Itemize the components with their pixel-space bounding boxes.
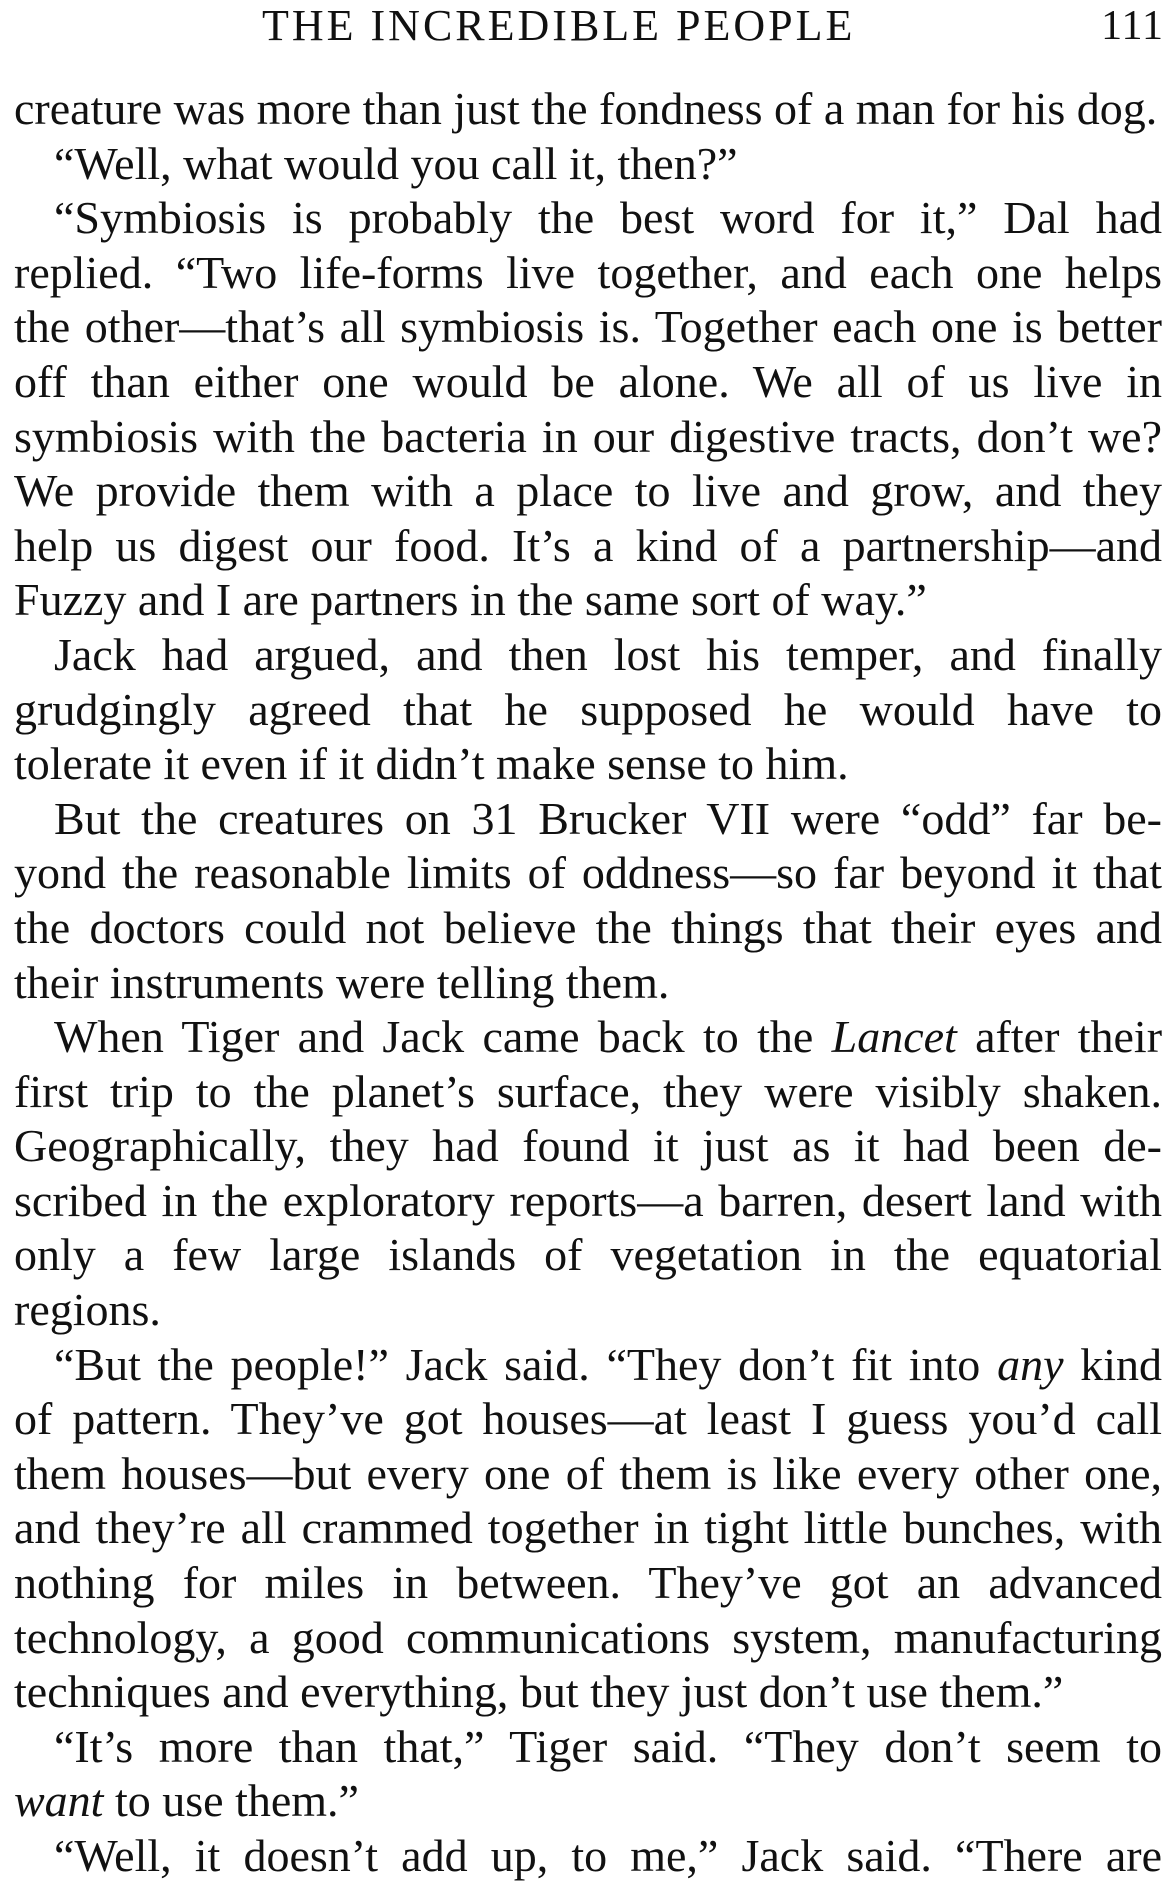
text-line: scribed in the exploratory reports—a barren, desert land with xyxy=(14,1174,1162,1226)
text-line: “Symbiosis is probably the best word for it,” Dal had xyxy=(54,192,1162,244)
text-line: off than either one would be alone. We all of us live in xyxy=(14,355,1162,407)
text-line: Jack had argued, and then lost his temper, and finally xyxy=(54,628,1162,680)
text-line: “It’s more than that,” Tiger said. “They don’t seem to xyxy=(54,1720,1162,1772)
text-line: symbiosis with the bacteria in our digestive tracts, don’t we? xyxy=(14,410,1162,462)
text-line: only a few large islands of vegetation in the equatorial xyxy=(14,1229,1162,1281)
text-line: Geographically, they had found it just as it had been de- xyxy=(14,1120,1162,1172)
page-number: 111 xyxy=(1101,3,1164,49)
text-line: and they’re all crammed together in tight little bunches, with xyxy=(14,1502,1162,1554)
running-title: THE INCREDIBLE PEOPLE xyxy=(262,1,856,50)
text-line: We provide them with a place to live and grow, and they xyxy=(14,465,1162,517)
text-line: “Well, what would you call it, then?” xyxy=(54,137,738,189)
text-line: help us digest our food. It’s a kind of a partnership—and xyxy=(14,519,1162,571)
italic-ship-name: Lancet xyxy=(831,1011,957,1063)
text-line: But the creatures on 31 Brucker VII were “odd” far be- xyxy=(54,792,1162,844)
body-text xyxy=(14,82,1162,1884)
italic-emphasis: want xyxy=(14,1775,104,1827)
text-line: first trip to the planet’s surface, they were visibly shaken. xyxy=(14,1065,1162,1117)
text-line: technology, a good communications system, manufacturing xyxy=(14,1611,1162,1663)
text-line: nothing for miles in between. They’ve got an advanced xyxy=(14,1557,1162,1609)
text-line: want to use them.” xyxy=(14,1775,359,1827)
text-line: yond the reasonable limits of oddness—so far beyond it that xyxy=(14,847,1162,899)
page-header xyxy=(0,0,1172,60)
text-line: creature was more than just the fondness of a man for his dog. xyxy=(14,83,1158,134)
text-line: of pattern. They’ve got houses—at least I guess you’d call xyxy=(14,1393,1162,1445)
text-line: the doctors could not believe the things that their eyes and xyxy=(14,901,1162,953)
text-line: their instruments were telling them. xyxy=(14,956,670,1008)
text-line: regions. xyxy=(14,1284,161,1336)
text-line: replied. “Two life-forms live together, and each one helps xyxy=(14,246,1162,298)
text-line: tolerate it even if it didn’t make sense to him. xyxy=(14,738,849,790)
text-line: “Well, it doesn’t add up, to me,” Jack said. “There are xyxy=(54,1830,1162,1881)
text-line: Fuzzy and I are partners in the same sort of way.” xyxy=(14,574,927,626)
text-line: techniques and everything, but they just don’t use them.” xyxy=(14,1666,1064,1718)
text-line: When Tiger and Jack came back to the Lancet after their xyxy=(54,1011,1163,1063)
text-line: them houses—but every one of them is like every other one, xyxy=(14,1447,1162,1499)
italic-emphasis: any xyxy=(997,1338,1064,1390)
text-line: grudgingly agreed that he supposed he would have to xyxy=(14,683,1162,735)
text-line: “But the people!” Jack said. “They don’t fit into any kind xyxy=(54,1338,1163,1390)
text-line: the other—that’s all symbiosis is. Together each one is better xyxy=(14,301,1162,353)
